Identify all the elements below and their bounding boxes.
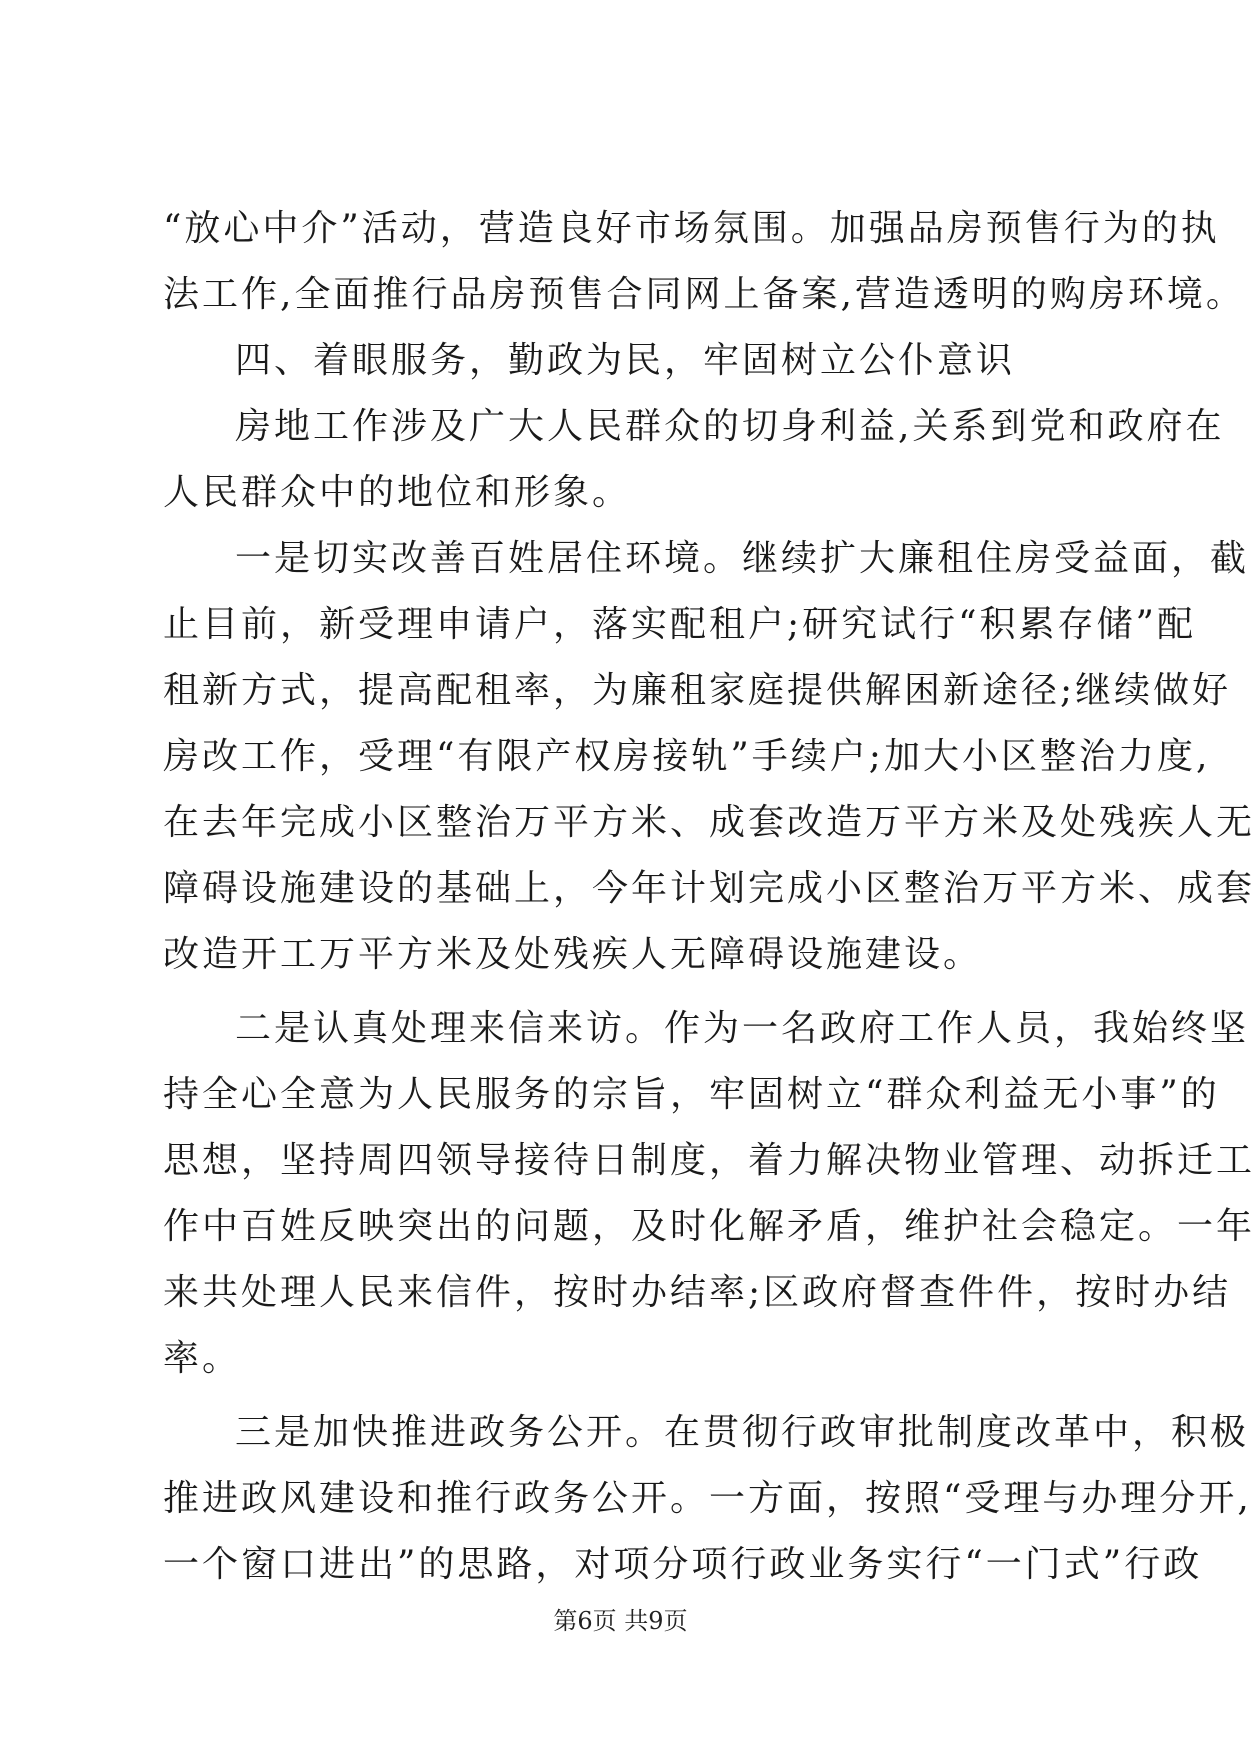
text-line: 三是加快推进政务公开。在贯彻行政审批制度改革中，积极	[235, 1412, 1250, 1453]
text-line: 法工作,全面推行品房预售合同网上备案,营造透明的购房环境。	[163, 274, 1245, 315]
text-line: 止目前，新受理申请户，落实配租户;研究试行“积累存储”配	[163, 604, 1196, 645]
text-line: 一个窗口进出”的思路，对项分项行政业务实行“一门式”行政	[163, 1544, 1203, 1585]
text-line: 来共处理人民来信件，按时办结率;区政府督查件件，按时办结	[163, 1272, 1232, 1313]
text-line: 作中百姓反映突出的问题，及时化解矛盾，维护社会稳定。一年	[163, 1206, 1255, 1247]
text-line: 思想，坚持周四领导接待日制度，着力解决物业管理、动拆迁工	[163, 1140, 1255, 1181]
text-line: 二是认真处理来信来访。作为一名政府工作人员，我始终坚	[235, 1008, 1250, 1049]
text-line: 持全心全意为人民服务的宗旨，牢固树立“群众利益无小事”的	[163, 1074, 1220, 1115]
text-line: 一是切实改善百姓居住环境。继续扩大廉租住房受益面，截	[235, 538, 1250, 579]
text-line: 人民群众中的地位和形象。	[163, 472, 632, 513]
text-line: 房改工作，受理“有限产权房接轨”手续户;加大小区整治力度,	[163, 736, 1211, 777]
text-line: “放心中介”活动，营造良好市场氛围。加强品房预售行为的执	[163, 208, 1220, 249]
page-number-footer: 第6页 共9页	[553, 1607, 688, 1635]
text-line: 率。	[163, 1338, 242, 1379]
text-line: 在去年完成小区整治万平方米、成套改造万平方米及处残疾人无	[163, 802, 1255, 843]
text-line: 租新方式，提高配租率，为廉租家庭提供解困新途径;继续做好	[163, 670, 1232, 711]
section-heading: 四、着眼服务，勤政为民，牢固树立公仆意识	[235, 340, 1016, 381]
text-line: 障碍设施建设的基础上，今年计划完成小区整治万平方米、成套	[163, 868, 1255, 909]
text-line: 推进政风建设和推行政务公开。一方面，按照“受理与办理分开,	[163, 1478, 1252, 1519]
text-line: 房地工作涉及广大人民群众的切身利益,关系到党和政府在	[235, 406, 1225, 447]
text-line: 改造开工万平方米及处残疾人无障碍设施建设。	[163, 934, 983, 975]
